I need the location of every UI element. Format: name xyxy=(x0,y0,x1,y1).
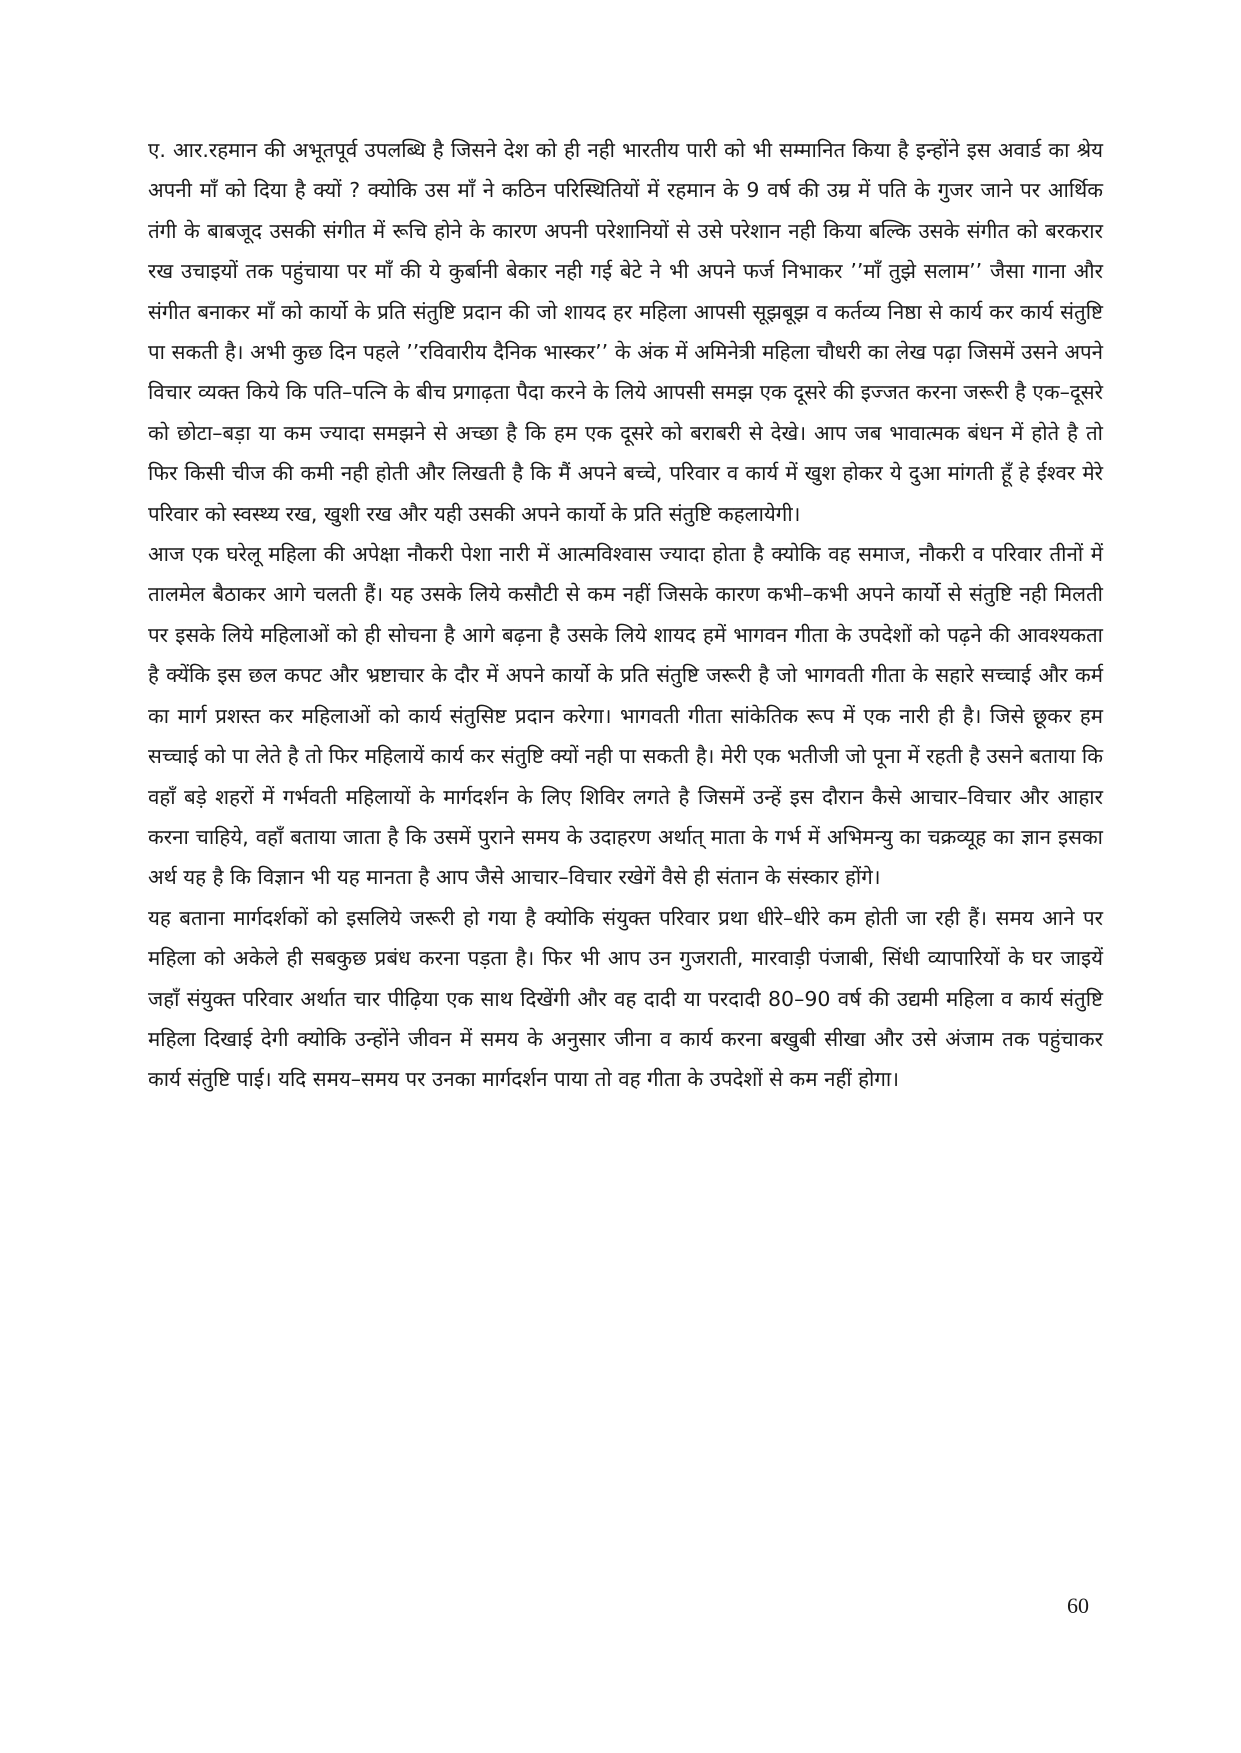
paragraph-1: ए. आर.रहमान की अभूतपूर्व उपलब्धि है जिसने देश को ही नही भारतीय पारी को भी सम्मानित किया है इन्होंने इस अवार्ड का श्रेय अपनी माँ को दिया है क्यों ? क्योकि उस माँ ने कठिन परिस्थितियों में रहमान के 9 वर्ष की उम्र में पति के गुजर जाने पर आर्थिक तंगी के बाबजूद उसकी संगीत में रूचि होने के कारण अपनी परेशानियों से उसे परेशान नही किया बल्कि उसके संगीत को बरकरार रख उचाइयों तक पहुंचाया पर माँ की ये कुर्बानी बेकार नही गई बेटे ने भी अपने फर्ज निभाकर ’’माँ तुझे सलाम’’ जैसा गाना और संगीत बनाकर माँ को कार्यो के प्रति संतुष्टि प्रदान की जो शायद हर महिला आपसी सूझबूझ व कर्तव्य निष्ठा से कार्य कर कार्य संतुष्टि पा सकती है। अभी कुछ दिन पहले ’’रविवारीय दैनिक भास्कर’’ के अंक में अमिनेत्री महिला चौधरी का लेख पढ़ा जिसमें उसने अपने विचार व्यक्त किये कि पति–पत्नि के बीच प्रगाढ़ता पैदा करने के लिये आपसी समझ एक दूसरे की इज्जत करना जरूरी है एक–दूसरे को छोटा–बड़ा या कम ज्यादा समझने से अच्छा है कि हम एक दूसरे को बराबरी से देखे। आप जब भावात्मक बंधन में होते है तो फिर किसी चीज की कमी नही होती और लिखती है कि मैं अपने बच्चे, परिवार व कार्य में खुश होकर ये दुआ मांगती हूँ हे ईश्वर मेरे परिवार को स्वस्थ्य रख, खुशी रख और यही उसकी अपने कार्यो के प्रति संतुष्टि कहलायेगी। xyxy=(148,138,1103,526)
page-number: 60 xyxy=(1067,1593,1089,1618)
paragraph-3: यह बताना मार्गदर्शकों को इसलिये जरूरी हो गया है क्योकि संयुक्त परिवार प्रथा धीरे–धीरे कम होती जा रही हैं। समय आने पर महिला को अकेले ही सबकुछ प्रबंध करना पड़ता है। फिर भी आप उन गुजराती, मारवाड़ी पंजाबी, सिंधी व्यापारियों के घर जाइयें जहाँ संयुक्त परिवार अर्थात चार पीढ़िया एक साथ दिखेंगी और वह दादी या परदादी 80–90 वर्ष की उद्यमी महिला व कार्य संतुष्टि महिला दिखाई देगी क्योकि उन्होंने जीवन में समय के अनुसार जीना व कार्य करना बखुबी सीखा और उसे अंजाम तक पहुंचाकर कार्य संतुष्टि पाई। यदि समय–समय पर उनका मार्गदर्शन पाया तो वह गीता के उपदेशों से कम नहीं होगा। xyxy=(148,905,1103,1092)
paragraph-2: आज एक घरेलू महिला की अपेक्षा नौकरी पेशा नारी में आत्मविश्वास ज्यादा होता है क्योकि वह समाज, नौकरी व परिवार तीनों में तालमेल बैठाकर आगे चलती हैं। यह उसके लिये कसौटी से कम नहीं जिसके कारण कभी–कभी अपने कार्यो से संतुष्टि नही मिलती पर इसके लिये महिलाओं को ही सोचना है आगे बढ़ना है उसके लिये शायद हमें भागवन गीता के उपदेशों को पढ़ने की आवश्यकता है क्येंकि इस छल कपट और भ्रष्टाचार के दौर में अपने कार्यो के प्रति संतुष्टि जरूरी है जो भागवती गीता के सहारे सच्चाई और कर्म का मार्ग प्रशस्त कर महिलाओं को कार्य संतुसिष्ट प्रदान करेगा। भागवती गीता सांकेतिक रूप में एक नारी ही है। जिसे छूकर हम सच्चाई को पा लेते है तो फिर महिलायें कार्य कर संतुष्टि क्यों नही पा सकती है। मेरी एक भतीजी जो पूना में रहती है उसने बताया कि वहाँ बड़े शहरों में गर्भवती महिलायों के मार्गदर्शन के लिए शिविर लगते है जिसमें उन्हें इस दौरान कैसे आचार–विचार और आहार करना चाहिये, वहाँ बताया जाता है कि उसमें पुराने समय के उदाहरण अर्थात् माता के गर्भ में अभिमन्यु का चक्रव्यूह का ज्ञान इसका अर्थ यह है कि विज्ञान भी यह मानता है आप जैसे आचार–विचार रखेगें वैसे ही संतान के संस्कार होंगे। xyxy=(148,542,1103,890)
page-body xyxy=(148,130,1103,1100)
